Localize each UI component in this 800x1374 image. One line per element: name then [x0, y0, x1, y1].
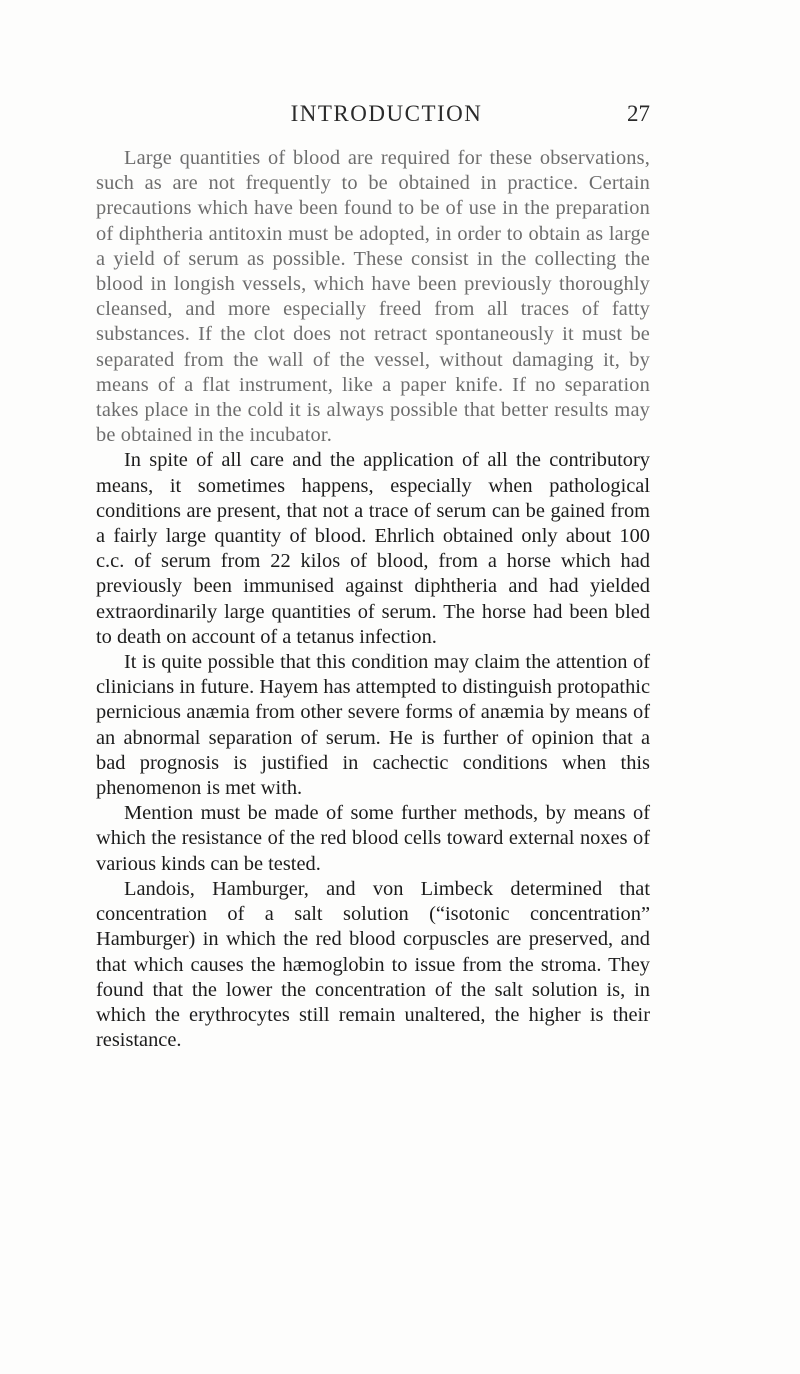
page-number: 27 — [627, 101, 650, 126]
running-head — [123, 101, 650, 131]
paragraph-serum-yield: In spite of all care and the application of all the contributory means, it sometimes happens, especially when pathological conditions are present, that not a trace of serum can be gained from a fairly large quantity of blood. Ehrlich obtained only about 100 c.c. of serum from 22 kilos of blood, from a horse which had previously been immunised against diphtheria and had yielded extraordinarily large quantities of serum. The horse had been bled to death on account of a tetanus infection. — [96, 449, 650, 648]
body-text — [96, 146, 650, 1053]
paragraph-blood-quantities: Large quantities of blood are required for these observations, such as are not frequently to be obtained in practice. Certain precautions which have been found to be of use in the preparation of diphtheria antitoxin must be adopted, in order to obtain as large a yield of serum as possible. These consist in the collecting the blood in longish vessels, which have been previously thoroughly cleansed, and more especially freed from all traces of fatty substances. If the clot does not retract spontaneously it must be separated from the wall of the vessel, without damaging it, by means of a flat instrument, like a paper knife. If no separation takes place in the cold it is always possible that better results may be obtained in the incubator. — [96, 147, 650, 447]
paragraph-clinical-significance: It is quite possible that this condition may claim the attention of clinicians in future. Hayem has attempted to distinguish protopathic pernicious anæmia from other severe forms of anæmia by means of an abnormal separation of serum. He is further of opinion that a bad prognosis is justified in cachectic conditions when this phenomenon is met with. — [96, 651, 650, 800]
chapter-title: INTRODUCTION — [290, 101, 483, 126]
paragraph-further-methods: Mention must be made of some further methods, by means of which the resistance of the red blood cells toward external noxes of various kinds can be tested. — [96, 802, 650, 875]
paragraph-isotonic-concentration: Landois, Hamburger, and von Limbeck determined that concentration of a salt solution (“isotonic concentration” Hamburger) in which the red blood corpuscles are preserved, and that which causes the hæmoglobin to issue from the stroma. They found that the lower the concentration of the salt solution is, in which the erythrocytes still remain unaltered, the higher is their resistance. — [96, 877, 650, 1052]
